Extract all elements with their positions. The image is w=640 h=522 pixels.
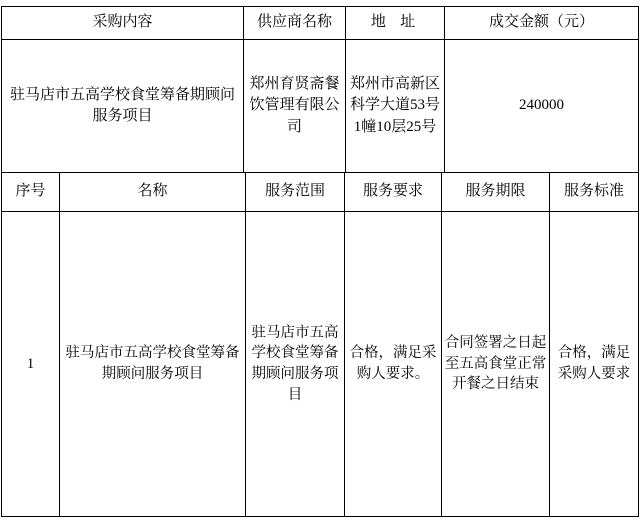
column-header-index: 序号	[2, 173, 60, 212]
column-header-standard: 服务标准	[550, 173, 639, 212]
column-header-period: 服务期限	[442, 173, 550, 212]
cell-amount: 240000	[445, 40, 639, 173]
column-header-name: 名称	[60, 173, 246, 212]
cell-name: 驻马店市五高学校食堂筹备期顾问服务项目	[60, 212, 246, 517]
table-row	[2, 212, 639, 517]
column-header-address: 地 址	[346, 7, 445, 40]
table-header-row	[2, 7, 639, 40]
cell-address: 郑州市高新区科学大道53号1幢10层25号	[346, 40, 445, 173]
cell-content: 驻马店市五高学校食堂筹备期顾问服务项目	[2, 40, 244, 173]
column-header-scope: 服务范围	[246, 173, 345, 212]
contract-summary-table	[1, 6, 639, 173]
service-detail-table	[1, 172, 639, 517]
table-row	[2, 40, 639, 173]
column-header-supplier: 供应商名称	[244, 7, 346, 40]
cell-scope: 驻马店市五高学校食堂筹备期顾问服务项目	[246, 212, 345, 517]
column-header-amount: 成交金额（元）	[445, 7, 639, 40]
table-header-row	[2, 173, 639, 212]
cell-supplier: 郑州育贤斋餐饮管理有限公司	[244, 40, 346, 173]
cell-requirement: 合格，满足采购人要求。	[345, 212, 442, 517]
cell-standard: 合格，满足采购人要求	[550, 212, 639, 517]
cell-index: 1	[2, 212, 60, 517]
column-header-content: 采购内容	[2, 7, 244, 40]
cell-period: 合同签署之日起至五高食堂正常开餐之日结束	[442, 212, 550, 517]
column-header-requirement: 服务要求	[345, 173, 442, 212]
